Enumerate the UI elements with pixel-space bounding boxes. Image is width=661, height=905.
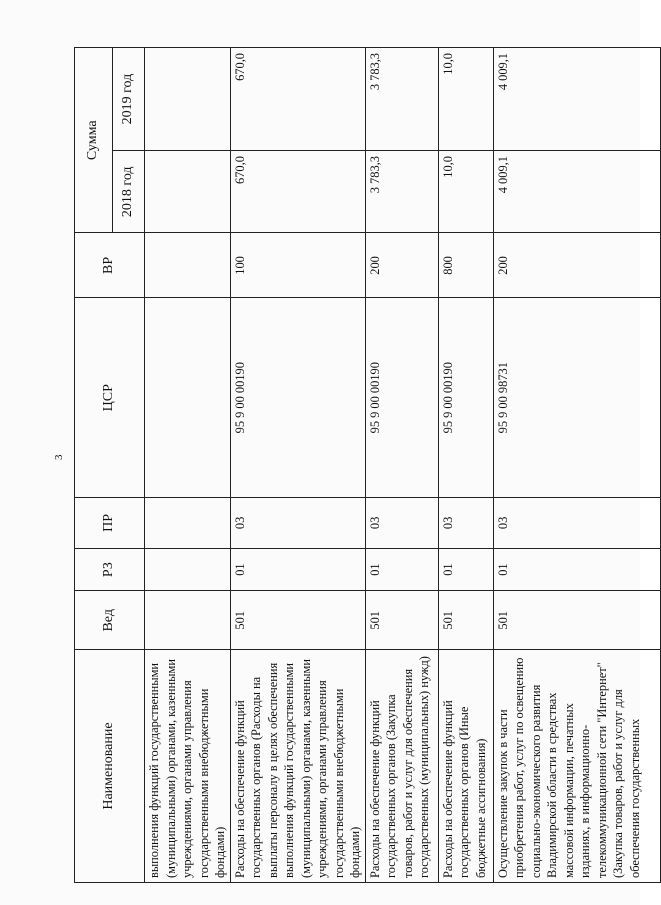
header-ved: Вед — [75, 591, 145, 650]
row-rz: 01 — [230, 548, 365, 591]
page-number: 3 — [53, 454, 65, 460]
row-csr: 95 9 00 98731 — [493, 298, 660, 498]
row-sum-2019: 10,0 — [438, 48, 493, 151]
row-name: Расходы на обеспечение функций государственных органов (Закупка товаров, работ и услуг для обеспечения государственных (муниципальных) нужд) — [365, 650, 438, 883]
row-vr: 200 — [493, 233, 660, 298]
row-csr: 95 9 00 00190 — [438, 298, 493, 498]
row-csr — [145, 298, 231, 498]
header-vr: ВР — [75, 233, 145, 298]
header-2018: 2018 год — [113, 151, 145, 233]
table-row — [493, 48, 660, 883]
row-name: Расходы на обеспечение функций государственных органов (Расходы на выплаты персоналу в целях обеспечения выполнения функций государственными (муниципальными) органами, казенными учреждениями, органами управления государственными внебюджетными фондами) — [230, 650, 365, 883]
row-rz: 01 — [365, 548, 438, 591]
row-name: Осуществление закупок в части приобретения работ, услуг по освещению социально-экономического развития Владимирской области в средствах массовой информации, печатных изданиях, в информационно-телекоммуникационной сети "Интернет" (Закупка товаров, работ и услуг для обеспечения государственных — [493, 650, 660, 883]
row-sum-2018: 3 783,3 — [365, 151, 438, 233]
table-row — [230, 48, 365, 883]
header-pr: ПР — [75, 498, 145, 549]
row-pr — [145, 498, 231, 549]
header-name: Наименование — [75, 650, 145, 883]
row-pr: 03 — [230, 498, 365, 549]
row-pr: 03 — [365, 498, 438, 549]
row-ved: 501 — [365, 591, 438, 650]
row-ved: 501 — [230, 591, 365, 650]
row-sum-2019: 4 009,1 — [493, 48, 660, 151]
table-row — [438, 48, 493, 883]
header-2019: 2019 год — [113, 48, 145, 151]
row-csr: 95 9 00 00190 — [365, 298, 438, 498]
row-sum-2019: 670,0 — [230, 48, 365, 151]
row-pr: 03 — [438, 498, 493, 549]
row-name: Расходы на обеспечение функций государственных органов (Иные бюджетные ассигнования) — [438, 650, 493, 883]
table-row — [145, 48, 231, 883]
row-pr: 03 — [493, 498, 660, 549]
row-ved — [145, 591, 231, 650]
row-vr: 200 — [365, 233, 438, 298]
header-sum: Сумма — [75, 48, 113, 233]
row-vr: 800 — [438, 233, 493, 298]
row-csr: 95 9 00 00190 — [230, 298, 365, 498]
row-rz: 01 — [493, 548, 660, 591]
row-sum-2018 — [145, 151, 231, 233]
row-rz — [145, 548, 231, 591]
header-rz: РЗ — [75, 548, 145, 591]
header-csr: ЦСР — [75, 298, 145, 498]
row-sum-2019: 3 783,3 — [365, 48, 438, 151]
table-row — [365, 48, 438, 883]
row-ved: 501 — [493, 591, 660, 650]
row-vr: 100 — [230, 233, 365, 298]
row-vr — [145, 233, 231, 298]
budget-table — [74, 47, 661, 883]
row-sum-2018: 10,0 — [438, 151, 493, 233]
row-ved: 501 — [438, 591, 493, 650]
row-sum-2018: 4 009,1 — [493, 151, 660, 233]
row-sum-2018: 670,0 — [230, 151, 365, 233]
row-name: выполнения функций государственными (муниципальными) органами, казенными учреждениями, органами управления государственными внебюджетными фондами) — [145, 650, 231, 883]
row-sum-2019 — [145, 48, 231, 151]
row-rz: 01 — [438, 548, 493, 591]
